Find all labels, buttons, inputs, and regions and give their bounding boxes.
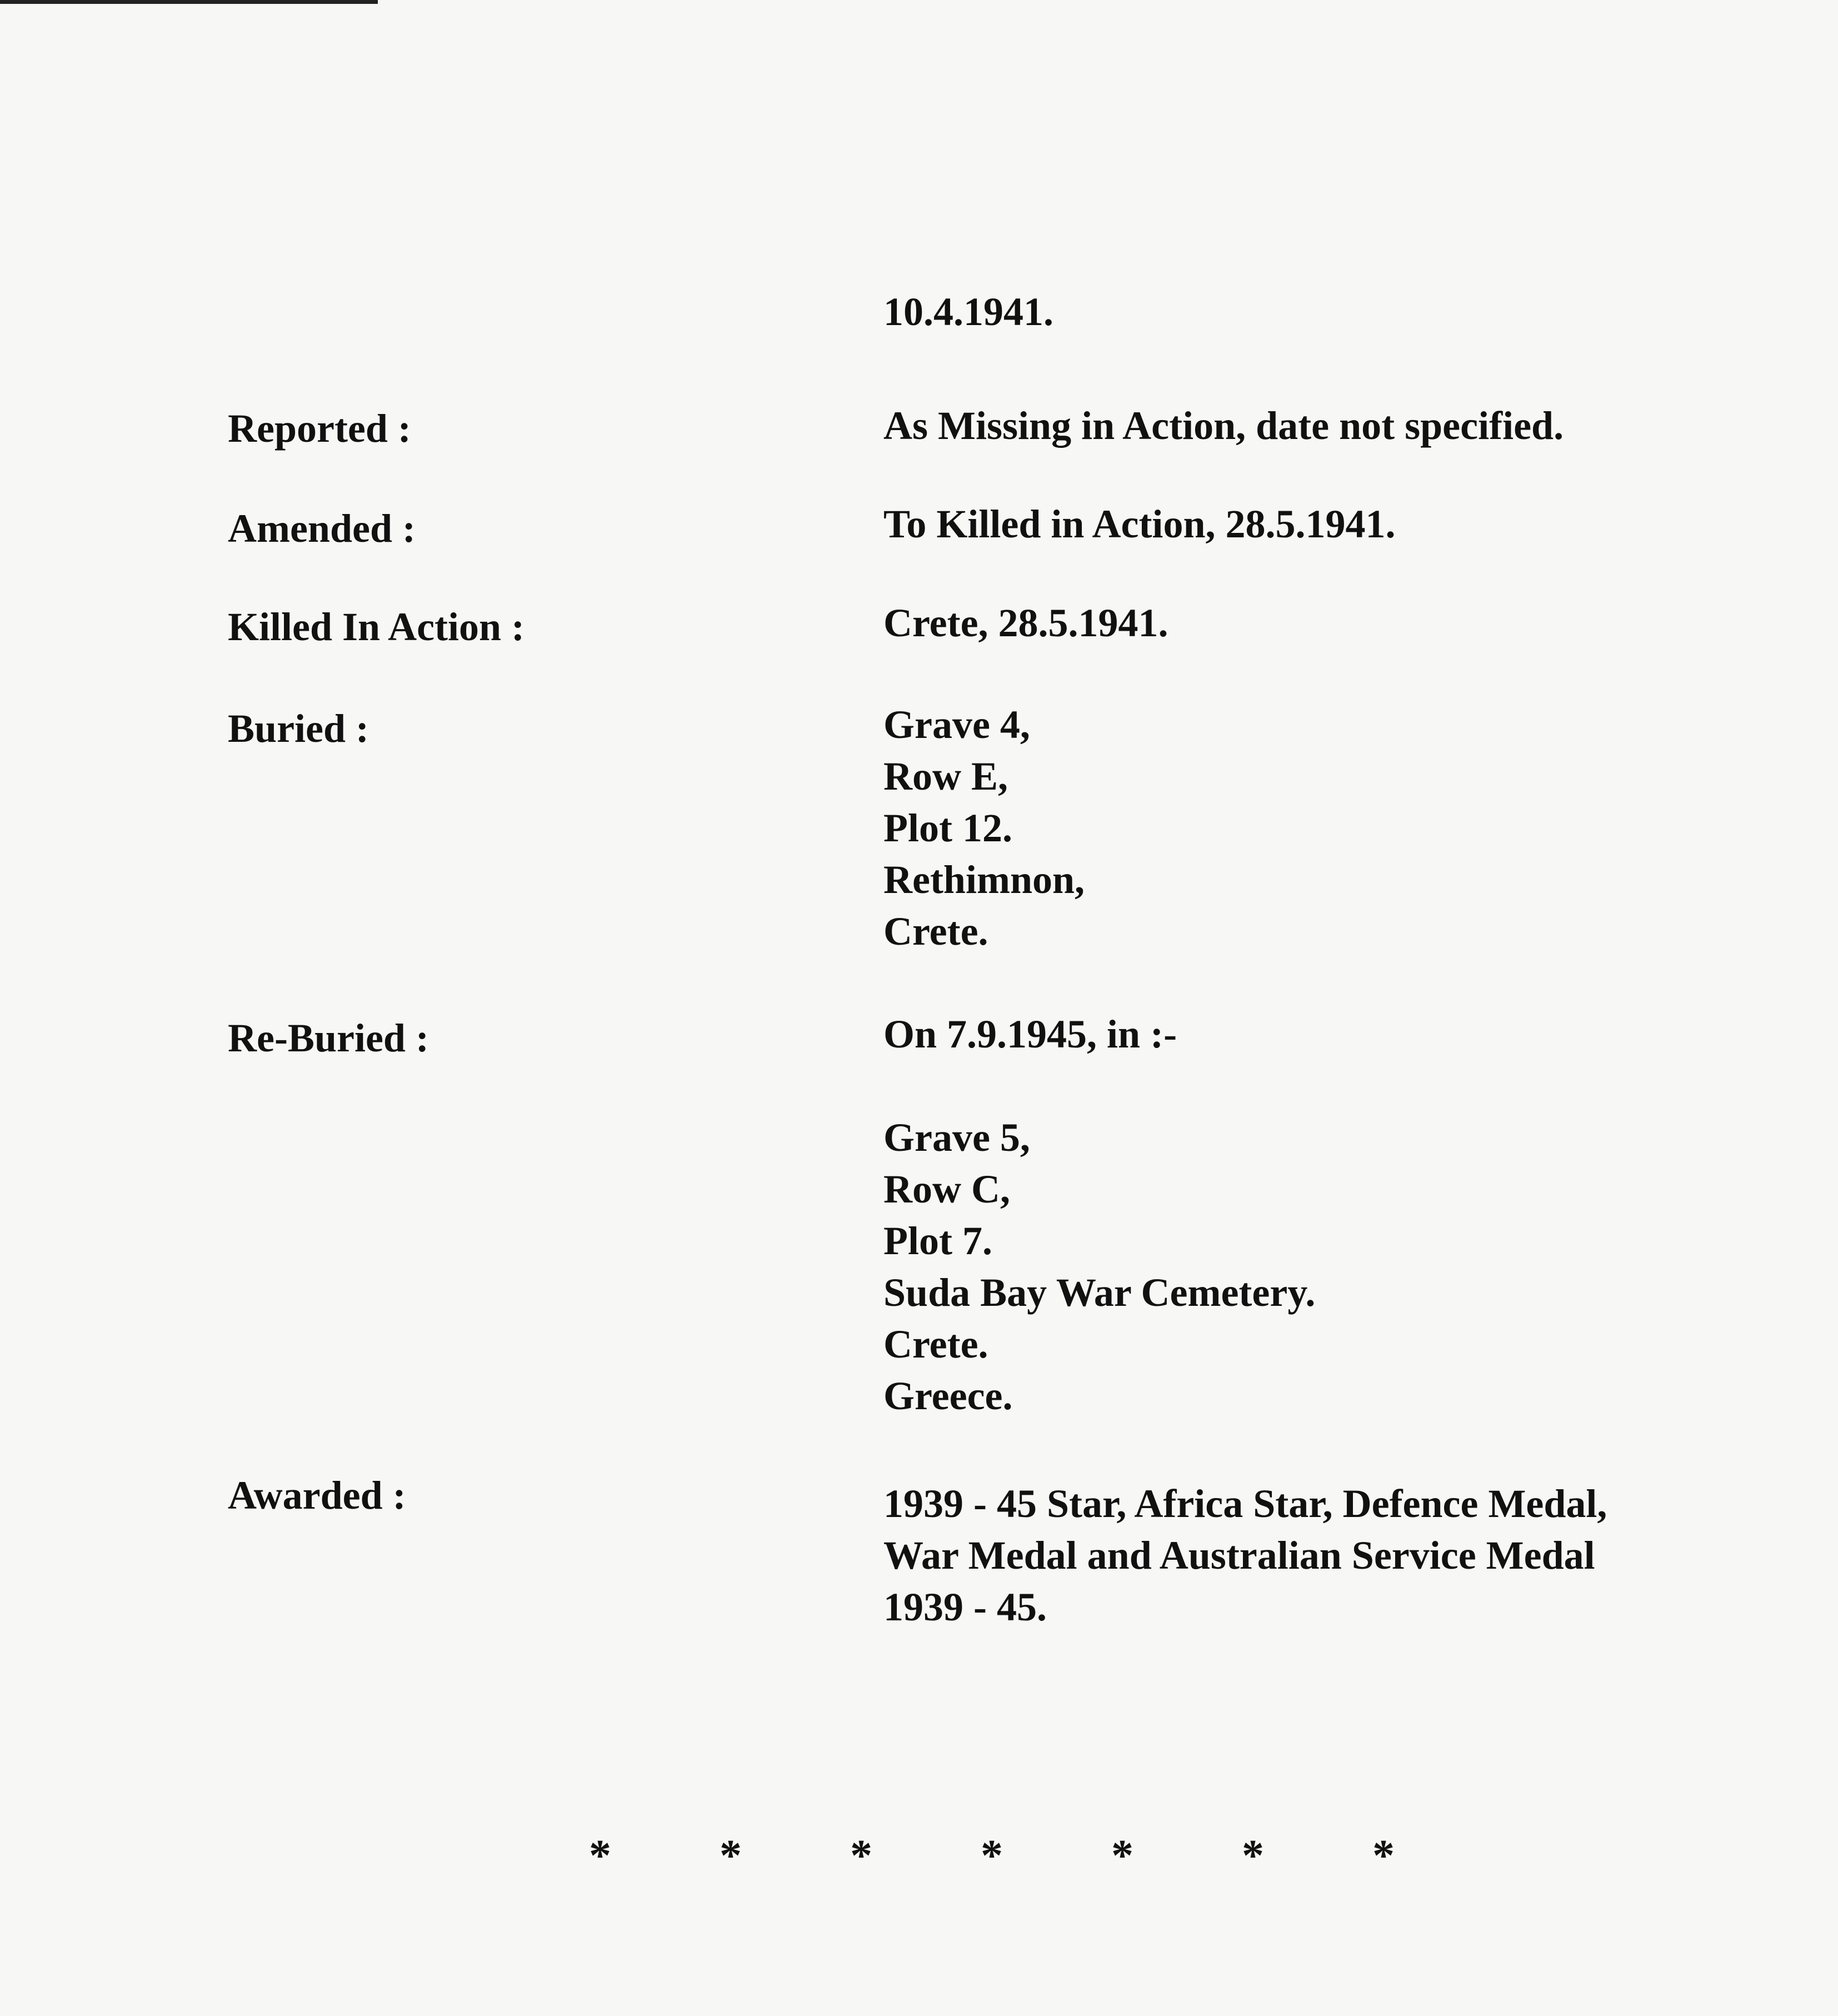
value-line: Crete. xyxy=(883,1322,988,1366)
value-line: 1939 - 45. xyxy=(883,1585,1047,1629)
awarded-value xyxy=(883,1478,1607,1633)
reported-label: Reported : xyxy=(228,406,411,451)
value-line: Row E, xyxy=(883,754,1008,799)
value-line: On 7.9.1945, in :- xyxy=(883,1012,1177,1056)
separator-star: * xyxy=(1242,1832,1264,1880)
value-line: Plot 12. xyxy=(883,806,1012,850)
separator-stars xyxy=(589,1834,1422,1889)
value-line xyxy=(883,1060,1315,1112)
amended-value xyxy=(883,498,1395,550)
awarded-label: Awarded : xyxy=(228,1473,406,1518)
value-line: 1939 - 45 Star, Africa Star, Defence Medal, xyxy=(883,1481,1607,1526)
value-line: Greece. xyxy=(883,1374,1013,1418)
separator-star: * xyxy=(1372,1832,1395,1880)
killed-in-action-value xyxy=(883,597,1168,649)
separator-star: * xyxy=(1111,1832,1133,1880)
value-line: Crete. xyxy=(883,909,988,954)
value-line: As Missing in Action, date not specified. xyxy=(883,403,1564,448)
value-line: Crete, 28.5.1941. xyxy=(883,601,1168,645)
value-line: To Killed in Action, 28.5.1941. xyxy=(883,502,1396,546)
value-line: Plot 7. xyxy=(883,1219,992,1263)
value-line: War Medal and Australian Service Medal xyxy=(883,1533,1595,1578)
separator-star: * xyxy=(720,1832,742,1880)
buried-value xyxy=(883,699,1085,957)
value-line: Grave 4, xyxy=(883,702,1030,747)
value-line: Suda Bay War Cemetery. xyxy=(883,1270,1316,1315)
killed-in-action-label: Killed In Action : xyxy=(228,605,525,649)
value-line: Grave 5, xyxy=(883,1115,1030,1160)
re-buried-value xyxy=(883,1009,1315,1422)
separator-star: * xyxy=(850,1832,872,1880)
top-edge-rule xyxy=(0,0,378,4)
reported-value xyxy=(883,400,1564,452)
separator-star: * xyxy=(981,1832,1003,1880)
separator-star: * xyxy=(589,1832,611,1880)
amended-label: Amended : xyxy=(228,506,416,551)
value-line: Rethimnon, xyxy=(883,857,1085,902)
buried-label: Buried : xyxy=(228,706,369,751)
value-line: Row C, xyxy=(883,1167,1010,1211)
re-buried-label: Re-Buried : xyxy=(228,1016,429,1060)
date-line: 10.4.1941. xyxy=(883,290,1053,334)
